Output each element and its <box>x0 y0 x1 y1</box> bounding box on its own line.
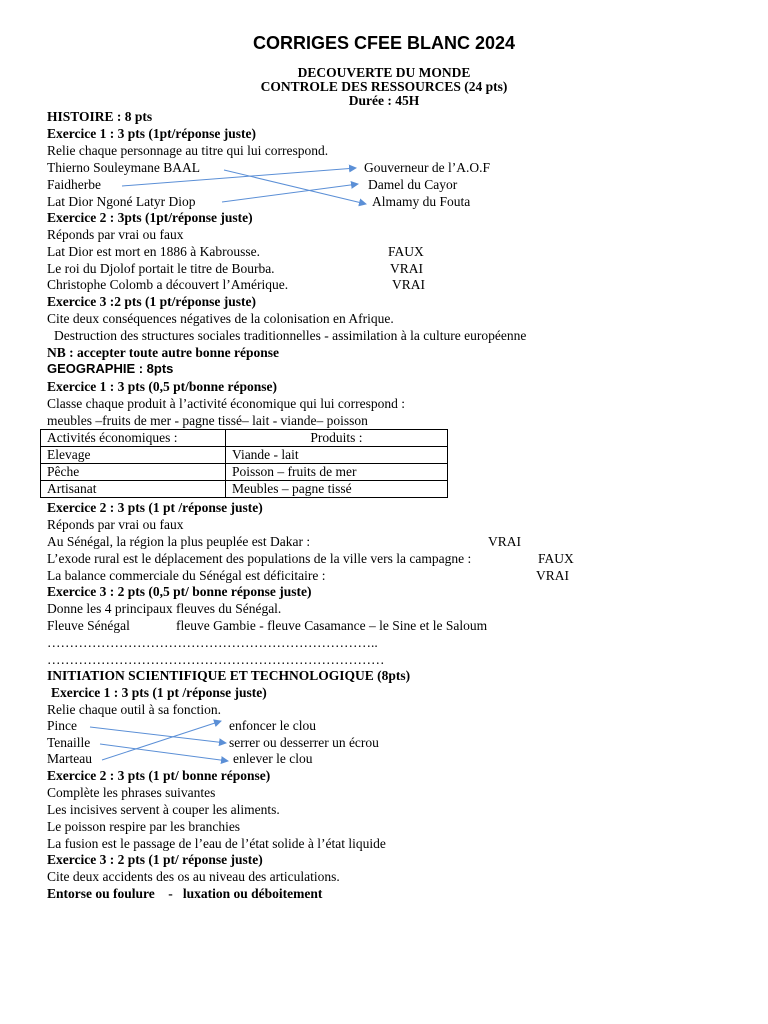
ist-arrows <box>90 721 228 761</box>
match-left-item: Tenaille <box>47 735 91 750</box>
geo-ex3-answer-rest: fleuve Gambie - fleuve Casamance – le Sine et le Saloum <box>176 618 488 633</box>
exam-heading: CONTROLE DES RESSOURCES (24 pts) <box>260 79 508 94</box>
histoire-ex3-title: Exercice 3 :2 pts (1 pt/réponse juste) <box>47 294 256 309</box>
duration-text: Durée : 45H <box>348 93 420 108</box>
histoire-arrows <box>122 168 366 204</box>
match-arrow <box>122 168 356 186</box>
true-false-answer: FAUX <box>538 551 574 566</box>
completed-sentence: La fusion est le passage de l’eau de l’état solide à l’état liquide <box>47 836 386 851</box>
nb-note: NB : accepter toute autre bonne réponse <box>47 345 279 360</box>
table-cell: Meubles – pagne tissé <box>226 481 448 498</box>
match-left-item: Thierno Souleymane BAAL <box>47 160 200 175</box>
match-arrow <box>100 744 228 761</box>
table-header-cell: Produits : <box>226 430 448 447</box>
dotted-line: ……………………………………………………………….. <box>47 635 378 650</box>
completed-sentence: Le poisson respire par les branchies <box>47 819 241 834</box>
histoire-heading: HISTOIRE : 8 pts <box>47 109 153 124</box>
true-false-question: Christophe Colomb a découvert l’Amérique. <box>47 277 289 292</box>
histoire-ex3-instruction: Cite deux conséquences négatives de la colonisation en Afrique. <box>47 311 394 326</box>
true-false-question: Le roi du Djolof portait le titre de Bourba. <box>47 261 275 276</box>
ist-ex2-instruction: Complète les phrases suivantes <box>47 785 216 800</box>
true-false-question: Lat Dior est mort en 1886 à Kabrousse. <box>47 244 260 259</box>
table-cell: Artisanat <box>41 481 226 498</box>
match-right-item: enlever le clou <box>233 751 313 766</box>
subject-heading: DECOUVERTE DU MONDE <box>297 65 471 80</box>
geographie-heading: GEOGRAPHIE : 8pts <box>47 361 174 376</box>
ist-heading: INITIATION SCIENTIFIQUE ET TECHNOLOGIQUE (8pts) <box>47 668 411 683</box>
true-false-answer: VRAI <box>488 534 521 549</box>
true-false-question: Au Sénégal, la région la plus peuplée est Dakar : <box>47 534 311 549</box>
histoire-ex2-instruction: Réponds par vrai ou faux <box>47 227 184 242</box>
true-false-answer: FAUX <box>388 244 424 259</box>
geo-ex1-title: Exercice 1 : 3 pts (0,5 pt/bonne réponse) <box>47 379 277 394</box>
dotted-line: ………………………………………………………………… <box>47 652 385 667</box>
histoire-ex1-instruction: Relie chaque personnage au titre qui lui correspond. <box>47 143 329 158</box>
true-false-question: La balance commerciale du Sénégal est déficitaire : <box>47 568 326 583</box>
table-cell: Poisson – fruits de mer <box>226 464 448 481</box>
true-false-answer: VRAI <box>390 261 423 276</box>
true-false-question: L’exode rural est le déplacement des populations de la ville vers la campagne : <box>47 551 472 566</box>
match-right-item: Damel du Cayor <box>368 177 458 192</box>
table-header-cell: Activités économiques : <box>41 430 226 447</box>
geo-ex3-title: Exercice 3 : 2 pts (0,5 pt/ bonne réponse juste) <box>47 584 312 599</box>
geo-ex1-products: meubles –fruits de mer - pagne tissé– lait - viande– poisson <box>47 413 368 428</box>
geo-ex2-instruction: Réponds par vrai ou faux <box>47 517 184 532</box>
match-left-item: Marteau <box>47 751 92 766</box>
match-left-item: Faidherbe <box>47 177 101 192</box>
match-right-item: serrer ou desserrer un écrou <box>229 735 379 750</box>
match-right-item: enfoncer le clou <box>229 718 316 733</box>
ist-ex1-instruction: Relie chaque outil à sa fonction. <box>47 702 221 717</box>
page-title: CORRIGES CFEE BLANC 2024 <box>252 33 516 53</box>
geo-ex3-answer-first: Fleuve Sénégal <box>47 618 130 633</box>
geo-ex1-instruction: Classe chaque produit à l’activité économique qui lui correspond : <box>47 396 406 411</box>
ist-ex3-answer: Entorse ou foulure - luxation ou déboitement <box>47 886 323 901</box>
table-cell: Pêche <box>41 464 226 481</box>
histoire-ex3-answer: Destruction des structures sociales traditionnelles - assimilation à la culture européenne <box>54 328 527 343</box>
ist-ex2-title: Exercice 2 : 3 pts (1 pt/ bonne réponse) <box>47 768 271 783</box>
match-right-item: Almamy du Fouta <box>372 194 471 209</box>
match-arrow <box>90 727 226 743</box>
true-false-answer: VRAI <box>536 568 569 583</box>
ist-ex3-instruction: Cite deux accidents des os au niveau des articulations. <box>47 869 340 884</box>
geo-ex3-instruction: Donne les 4 principaux fleuves du Sénégal. <box>47 601 282 616</box>
match-left-item: Pince <box>47 718 77 733</box>
true-false-answer: VRAI <box>392 277 425 292</box>
histoire-ex2-title: Exercice 2 : 3pts (1pt/réponse juste) <box>47 210 253 225</box>
histoire-ex1-title: Exercice 1 : 3 pts (1pt/réponse juste) <box>47 126 256 141</box>
match-right-item: Gouverneur de l’A.O.F <box>364 160 490 175</box>
match-arrow <box>222 184 358 202</box>
table-cell: Elevage <box>41 447 226 464</box>
table-cell: Viande - lait <box>226 447 448 464</box>
geo-ex2-title: Exercice 2 : 3 pts (1 pt /réponse juste) <box>47 500 263 515</box>
ist-ex3-title: Exercice 3 : 2 pts (1 pt/ réponse juste) <box>47 852 263 867</box>
ist-ex1-title: Exercice 1 : 3 pts (1 pt /réponse juste) <box>51 685 267 700</box>
match-left-item: Lat Dior Ngoné Latyr Diop <box>47 194 196 209</box>
completed-sentence: Les incisives servent à couper les aliments. <box>47 802 280 817</box>
